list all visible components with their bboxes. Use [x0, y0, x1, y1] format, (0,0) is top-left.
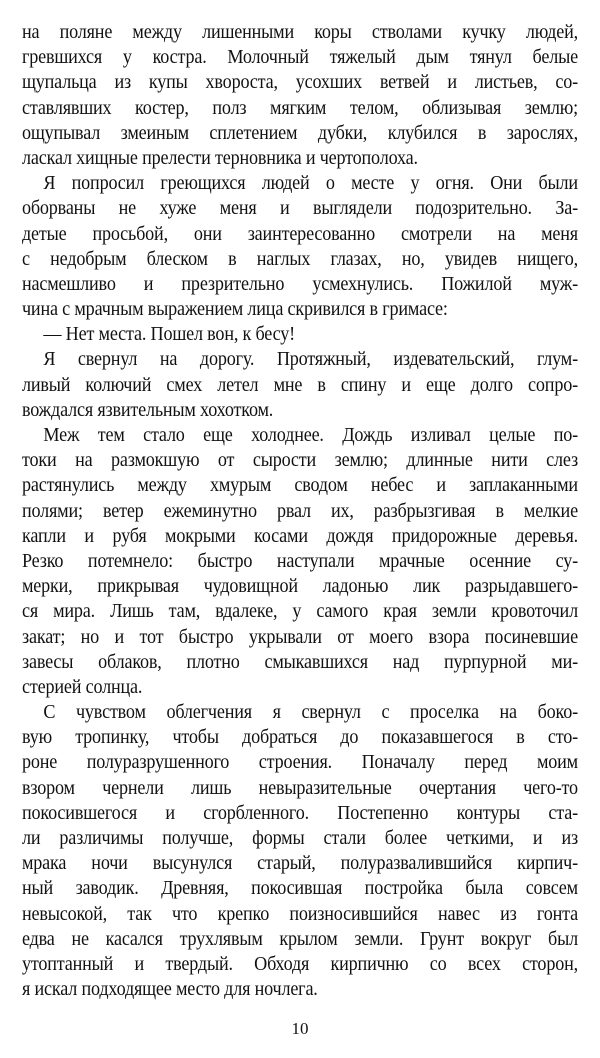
page-number: 10	[291, 1019, 309, 1038]
paragraph-first-line: Меж тем стало еще холоднее. Дождь изливал целые по-	[43, 425, 578, 446]
text-line: щупальца из купы хвороста, усохших ветвей и листьев, со-	[22, 72, 578, 94]
text-line: ли различимы получше, формы стали более четкими, и из	[22, 828, 578, 849]
text-line: растянулись между хмурым сводом небес и заплаканными	[22, 475, 578, 497]
text-line: вую тропинку, чтобы добраться до показавшегося в сто-	[22, 727, 578, 749]
text-line: завесы облаков, плотно смыкавшихся над пурпурной ми-	[22, 651, 578, 673]
text-line: взором чернели лишь невыразительные очертания чего-то	[22, 777, 578, 799]
text-line: чина с мрачным выражением лица скривился в гримасе:	[22, 299, 448, 321]
book-page-text	[22, 20, 578, 1002]
text-line: гревшихся у костра. Молочный тяжелый дым тянул белые	[22, 47, 578, 69]
text-line: невысокой, так что крепко поизносившийся навес из гонта	[22, 903, 578, 925]
text-line: вождался язвительным хохотком.	[22, 399, 274, 421]
text-line: капли и рубя мокрыми косами дождя придорожные деревья.	[22, 525, 578, 547]
text-line: стерией солнца.	[22, 676, 143, 698]
text-line: едва не касался трухлявым крылом земли. Грунт вокруг был	[22, 928, 578, 950]
paragraph-first-line: Я попросил греющихся людей о месте у огня. Они были	[43, 173, 578, 195]
text-line: роне полуразрушенного строения. Поначалу перед моим	[22, 752, 578, 774]
text-line: с недобрым блеском в наглых глазах, но, увидев нищего,	[22, 248, 578, 270]
text-line: ласкал хищные прелести терновника и чертополоха.	[22, 147, 418, 169]
text-line: Резко потемнело: быстро наступали мрачные осенние су-	[22, 550, 578, 572]
paragraph-first-line: С чувством облегчения я свернул с проселка на боко-	[43, 702, 578, 724]
text-line: полями; ветер ежеминутно рвал их, разбрызгивая в мелкие	[22, 500, 578, 522]
text-line: токи на размокшую от сырости землю; длинные нити слез	[22, 450, 578, 472]
text-line: оборваны не хуже меня и выглядели подозрительно. За-	[22, 198, 578, 220]
text-line: я искал подходящее место для ночлега.	[22, 979, 318, 1001]
text-line: ся мира. Лишь там, вдалеке, у самого края земли кровоточил	[22, 601, 578, 623]
text-line: ставлявших костер, полз мягким телом, облизывая землю;	[22, 97, 578, 119]
text-line: на поляне между лишенными коры стволами кучку людей,	[22, 22, 578, 43]
paragraph-first-line: — Нет места. Пошел вон, к бесу!	[43, 324, 295, 346]
text-line: насмешливо и презрительно усмехнулись. Пожилой муж-	[22, 273, 578, 295]
text-line: утоптанный и твердый. Обходя кирпичню со всех сторон,	[22, 953, 578, 975]
text-line: ощупывал змеиным сплетением дубки, клубился в зарослях,	[22, 122, 578, 144]
text-line: детые просьбой, они заинтересованно смотрели на меня	[22, 223, 578, 245]
text-line: мерки, прикрывая чудовищной ладонью лик разрыдавшего-	[22, 576, 578, 598]
text-line: мрака ночи высунулся старый, полуразвалившийся кирпич-	[22, 853, 578, 875]
text-line: ный заводик. Древняя, покосившая постройка была совсем	[22, 878, 578, 900]
text-line: покосившегося и сгорбленного. Постепенно контуры ста-	[22, 802, 578, 824]
text-line: ливый колючий смех летел мне в спину и еще долго сопро-	[22, 374, 578, 396]
text-line: закат; но и тот быстро укрывали от моего взора посиневшие	[22, 626, 578, 648]
paragraph-first-line: Я свернул на дорогу. Протяжный, издевательский, глум-	[43, 349, 578, 371]
